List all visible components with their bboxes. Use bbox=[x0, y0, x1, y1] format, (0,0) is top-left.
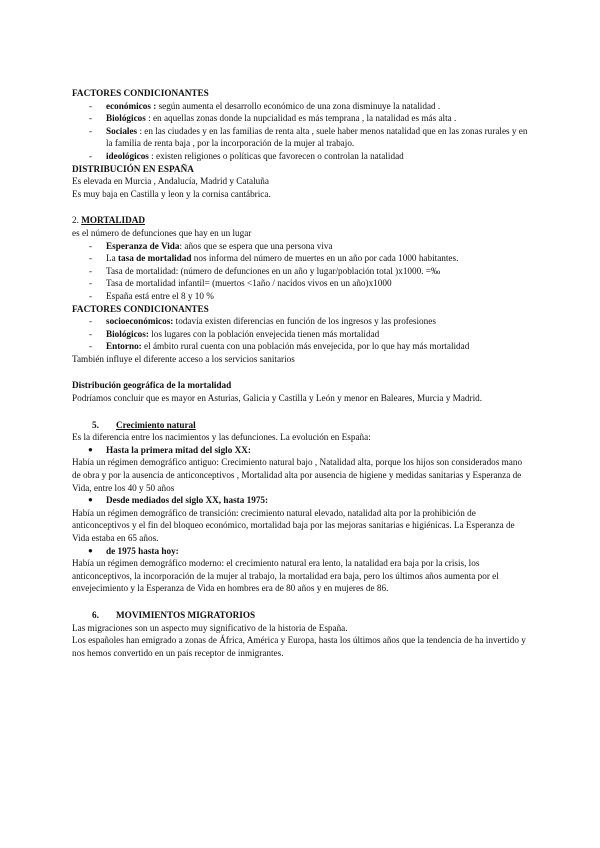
item-term: ideológicos bbox=[106, 150, 149, 161]
item-text: nos informa del número de muertes en un año por cada 1000 habitantes. bbox=[191, 253, 459, 264]
mortalidad-list bbox=[72, 240, 532, 303]
bullet-colon: : bbox=[247, 444, 251, 455]
list-item bbox=[72, 112, 532, 125]
bullet-title: Hasta la primera mitad del siglo XX bbox=[106, 444, 248, 455]
list-item bbox=[72, 328, 532, 341]
list-item bbox=[72, 265, 532, 278]
section-title: MORTALIDAD bbox=[81, 215, 146, 226]
bullet-item bbox=[72, 444, 532, 457]
item-text: : existen religiones o políticas que favorecen o controlan la natalidad bbox=[148, 150, 404, 161]
factores-mortalidad-list bbox=[72, 315, 532, 353]
crecimiento-text-3: Había un régimen demográfico moderno: el crecimiento natural era lento, la natalidad era baja por la crisis, los anticonceptivos, la incorporación de la mujer al trabajo, la mortalidad era baja, pero los últimos años aumenta por el envejecimiento y la Esperanza de Vida en hombres era de 80 años y en mujeres de 86. bbox=[72, 558, 499, 594]
crecimiento-text-2: Había un régimen demográfico de transición: crecimiento natural elevado, natalidad alta por la prohibición de anticonceptivos y el fin del bloqueo económico, mortalidad baja por las mejoras sanitarias e higiénicas. La Esperanza de Vida estaba en 65 años. bbox=[72, 507, 515, 543]
item-text: España está entre el 8 y 10 % bbox=[106, 290, 214, 301]
crecimiento-text-1: Había un régimen demográfico antiguo: Crecimiento natural bajo , Natalidad alta, porque los hijos son considerados mano de obra y por la ausencia de anticonceptivos , Mortalidad alta por ausencia de higiene y medidas sanitarias y Esperanza de Vida, entre los 40 y 50 años bbox=[72, 457, 523, 493]
distribucion-heading: DISTRIBUCIÓN EN ESPAÑA bbox=[72, 163, 194, 174]
bullet-title: Desde mediados del siglo XX, hasta 1975: bbox=[106, 495, 269, 506]
list-item bbox=[72, 277, 532, 290]
item-text: Tasa de mortalidad: (número de defunciones en un año y lugar/población total )x1000. =‰ bbox=[106, 265, 441, 276]
bullet-item bbox=[72, 545, 532, 558]
list-item bbox=[72, 125, 532, 150]
list-item bbox=[72, 315, 532, 328]
bullet-title: de 1975 hasta hoy: bbox=[106, 545, 179, 556]
crecimiento-intro: Es la diferencia entre los nacimientos y las defunciones. La evolución en España: bbox=[72, 432, 371, 443]
geo-heading: Distribución geográfica de la mortalidad bbox=[72, 380, 232, 391]
section-title: Crecimiento natural bbox=[116, 419, 196, 430]
list-item bbox=[72, 240, 532, 253]
bullet-item bbox=[72, 494, 532, 507]
item-text: según aumenta el desarrollo económico de una zona disminuye la natalidad . bbox=[156, 100, 441, 111]
factores-natalidad-list bbox=[72, 100, 532, 163]
item-text: Tasa de mortalidad infantil= (muertos <1año / nacidos vivos en un año)x1000 bbox=[106, 278, 392, 289]
list-item bbox=[72, 340, 532, 353]
section-number: 2. bbox=[72, 215, 79, 226]
item-text: el ámbito rural cuenta con una población más envejecida, por lo que hay más mortalidad bbox=[141, 341, 470, 352]
crecimiento-bullet-2 bbox=[72, 494, 532, 507]
crecimiento-bullet-1 bbox=[72, 444, 532, 457]
item-term: económicos : bbox=[106, 100, 157, 111]
item-term: tasa de mortalidad bbox=[118, 253, 192, 264]
section-number: 6. bbox=[92, 609, 99, 620]
factores-mortalidad-footer: También influye el diferente acceso a los servicios sanitarios bbox=[72, 353, 295, 364]
item-text: : en las ciudades y en las familias de renta alta , suele haber menos natalidad que en las zonas rurales y en la familia de renta baja , por la incorporación de la mujer al trabajo. bbox=[106, 125, 528, 149]
item-prefix: La bbox=[106, 253, 118, 264]
item-term: Sociales bbox=[106, 125, 138, 136]
item-term: Biológicos bbox=[106, 113, 146, 124]
item-text: : años que se espera que una persona viva bbox=[179, 240, 333, 251]
factores-mortalidad-heading: FACTORES CONDICIONANTES bbox=[72, 303, 209, 314]
migraciones-heading bbox=[72, 609, 532, 622]
list-item bbox=[72, 290, 532, 303]
document-body bbox=[72, 87, 532, 659]
crecimiento-heading bbox=[72, 419, 532, 432]
migraciones-line-2: Los españoles han emigrado a zonas de África, América y Europa, hasta los últimos años que la tendencia de ha invertido y nos hemos convertido en un país receptor de inmigrantes. bbox=[72, 635, 526, 658]
item-term: socioeconómicos: bbox=[106, 316, 174, 327]
mortalidad-intro: es el número de defunciones que hay en un lugar bbox=[72, 227, 252, 238]
list-item bbox=[72, 252, 532, 265]
geo-text: Podríamos concluir que es mayor en Asturias, Galicia y Castilla y León y menor en Baleares, Murcia y Madrid. bbox=[72, 393, 483, 404]
distribucion-line-1: Es elevada en Murcia , Andalucía, Madrid y Cataluña bbox=[72, 176, 269, 187]
item-text: los lugares con la población envejecida tienen más mortalidad bbox=[148, 328, 380, 339]
item-text: : en aquellas zonas donde la nupcialidad es más temprana , la natalidad es más alta . bbox=[145, 113, 457, 124]
section-title: MOVIMIENTOS MIGRATORIOS bbox=[116, 609, 256, 620]
crecimiento-bullet-3 bbox=[72, 545, 532, 558]
item-term: Esperanza de Vida bbox=[106, 240, 180, 251]
item-term: Biológicos: bbox=[106, 328, 149, 339]
item-term: Entorno: bbox=[106, 341, 142, 352]
mortalidad-heading bbox=[72, 214, 532, 227]
item-text: todavía existen diferencias en función de los ingresos y las profesiones bbox=[173, 316, 436, 327]
factores-natalidad-heading: FACTORES CONDICIONANTES bbox=[72, 88, 209, 98]
section-number: 5. bbox=[92, 419, 99, 430]
list-item bbox=[72, 150, 532, 163]
list-item bbox=[72, 100, 532, 113]
distribucion-line-2: Es muy baja en Castilla y leon y la cornisa cantábrica. bbox=[72, 188, 271, 199]
migraciones-line-1: Las migraciones son un aspecto muy significativo de la historia de España. bbox=[72, 622, 348, 633]
